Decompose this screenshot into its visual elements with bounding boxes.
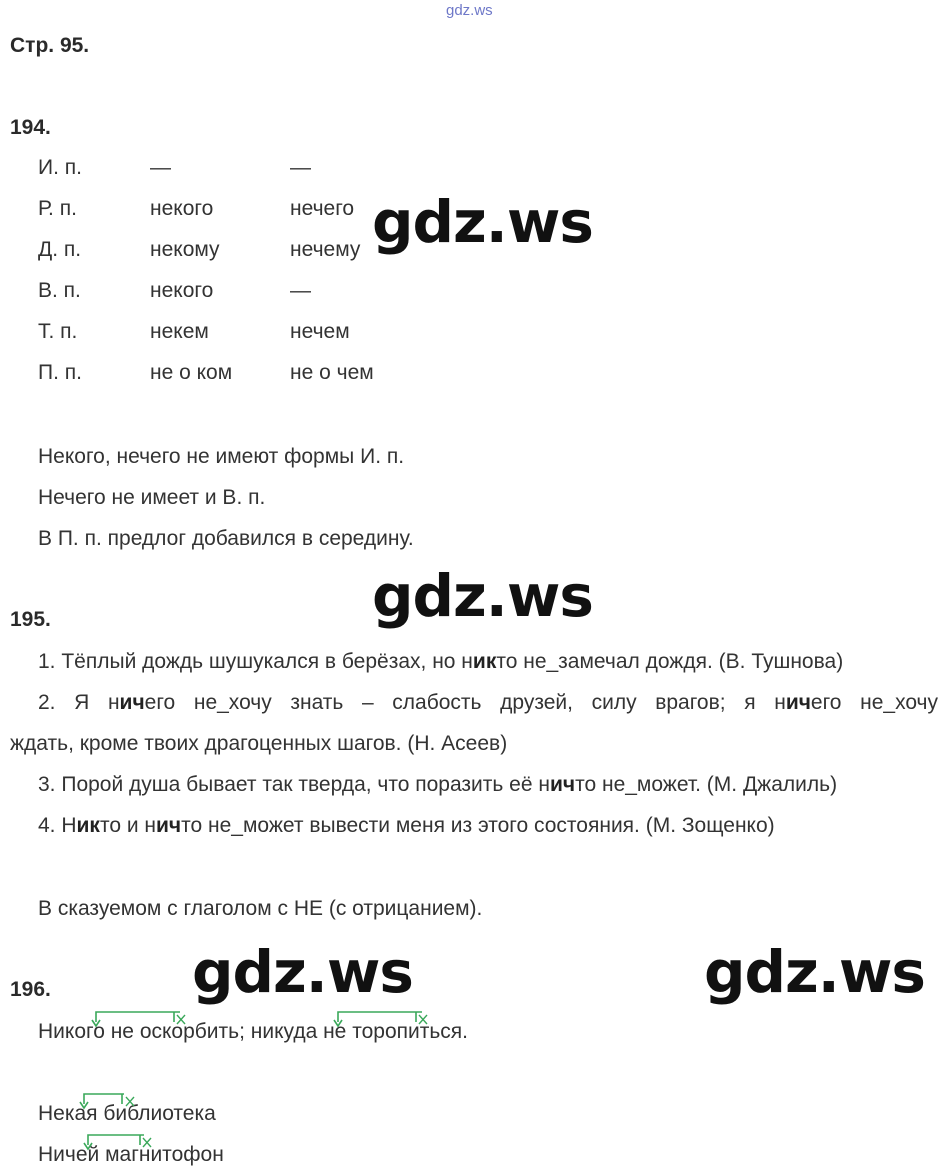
- declension-row: [38, 279, 374, 320]
- pronoun-nekogo-form: некого: [150, 279, 214, 302]
- case-label: Р. п.: [38, 197, 77, 220]
- note-194-1: Некого, нечего не имеют формы И. п.: [38, 445, 405, 468]
- case-label: В. п.: [38, 279, 81, 302]
- pronoun-nechego-form: нечем: [290, 320, 350, 343]
- pronoun-nekogo-form: не о ком: [150, 361, 233, 384]
- case-label: Д. п.: [38, 238, 82, 261]
- declension-row: [38, 156, 374, 197]
- pronoun-nechego-form: —: [290, 279, 311, 302]
- page-label: Стр. 95.: [10, 34, 90, 57]
- pronoun-nechego-form: нечему: [290, 238, 361, 261]
- note-194-2: Нечего не имеет и В. п.: [38, 486, 266, 509]
- declension-row: [38, 238, 374, 279]
- exercise-196-number: 196.: [10, 978, 51, 1001]
- pronoun-nekogo-form: —: [150, 156, 171, 179]
- watermark-small: gdz.ws: [446, 2, 493, 19]
- pronoun-nekogo-form: некем: [150, 320, 209, 343]
- case-label: П. п.: [38, 361, 82, 384]
- pronoun-nechego-form: не о чем: [290, 361, 374, 384]
- prefix-mark-nikogo: [88, 1008, 188, 1028]
- watermark-2: gdz.ws: [372, 562, 593, 630]
- exercise-195-number: 195.: [10, 608, 51, 631]
- sentence-195-2-cont: ждать, кроме твоих драгоценных шагов. (Н. Асеев): [10, 732, 508, 755]
- case-label: Т. п.: [38, 320, 78, 343]
- note-194-3: В П. п. предлог добавился в середину.: [38, 527, 414, 550]
- pronoun-nechego-form: —: [290, 156, 311, 179]
- watermark-1: gdz.ws: [372, 188, 593, 256]
- line-196-3: Ничей магнитофон: [38, 1143, 224, 1166]
- sentence-195-3: 3. Порой душа бывает так тверда, что поразить её ничто не_может. (М. Джалиль): [38, 773, 838, 796]
- pronoun-nechego-form: нечего: [290, 197, 355, 220]
- note-195: В сказуемом с глаголом с НЕ (с отрицанием).: [38, 897, 483, 920]
- pronoun-nekogo-form: некому: [150, 238, 220, 261]
- prefix-mark-nekaya: [76, 1090, 138, 1110]
- declension-row: [38, 197, 374, 238]
- watermark-3: gdz.ws: [192, 938, 413, 1006]
- declension-row: [38, 361, 374, 402]
- sentence-195-1: 1. Тёплый дождь шушукался в берёзах, но никто не_замечал дождя. (В. Тушнова): [38, 650, 844, 673]
- exercise-194-number: 194.: [10, 116, 51, 139]
- case-label: И. п.: [38, 156, 82, 179]
- pronoun-nekogo-form: некого: [150, 197, 214, 220]
- prefix-mark-nikuda: [330, 1008, 430, 1028]
- declension-row: [38, 320, 374, 361]
- line-196-1: Никого не оскорбить; никуда не торопиться.: [38, 1020, 468, 1043]
- sentence-195-2: 2. Я ничего не_хочу знать – слабость друзей, силу врагов; я ничего не_хочу: [38, 691, 938, 714]
- sentence-195-4: 4. Никто и ничто не_может вывести меня из этого состояния. (М. Зощенко): [38, 814, 775, 837]
- watermark-4: gdz.ws: [704, 938, 925, 1006]
- line-196-2: Некая библиотека: [38, 1102, 216, 1125]
- declension-table: [38, 156, 374, 402]
- prefix-mark-nichey: [80, 1131, 156, 1151]
